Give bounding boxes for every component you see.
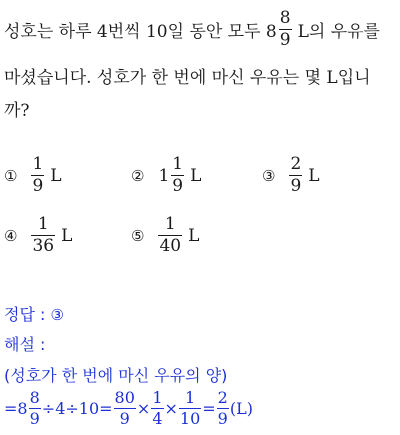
option-unit: L [308, 165, 320, 186]
explanation-label: 해설 : [4, 335, 46, 354]
eq-numerator: 1 [184, 388, 196, 407]
eq-part-3: × [136, 399, 151, 418]
option-unit: L [188, 225, 200, 246]
option-fraction [171, 156, 184, 195]
option-marker: ⑤ [131, 226, 145, 245]
option-numerator: 1 [37, 214, 49, 234]
explanation-note: (성호가 한 번에 마신 우유의 양) [4, 366, 228, 385]
eq-numerator: 80 [114, 388, 135, 407]
option-numerator: 1 [32, 154, 44, 174]
option-fraction [31, 156, 44, 195]
eq-denominator: 9 [29, 409, 40, 428]
explanation-equation [4, 390, 253, 427]
answer-line [4, 302, 64, 325]
option-unit: L [50, 165, 62, 186]
eq-numerator: 8 [29, 388, 40, 407]
question-text-end: L의 우유를 [297, 22, 380, 42]
question-line-3: 까? [4, 101, 30, 121]
question-fraction-numerator: 8 [279, 8, 291, 28]
eq-numerator: 2 [217, 388, 228, 407]
eq-denominator: 4 [152, 409, 163, 428]
option-unit: L [61, 225, 73, 246]
eq-part-2: ÷4÷10= [41, 399, 113, 418]
option-marker: ① [4, 166, 18, 185]
option-4[interactable] [4, 216, 72, 255]
eq-part-6: (L) [229, 399, 253, 418]
eq-fraction-2 [114, 390, 136, 427]
option-3[interactable] [262, 156, 320, 195]
option-marker: ④ [4, 226, 18, 245]
option-marker: ② [131, 166, 145, 185]
option-fraction [31, 216, 55, 255]
answer-label: 정답 : [4, 305, 51, 324]
option-denominator: 9 [172, 176, 184, 196]
option-denominator: 9 [32, 176, 44, 196]
question-fraction [279, 10, 292, 49]
eq-fraction-4 [179, 390, 201, 427]
eq-numerator: 1 [152, 388, 163, 407]
option-numerator: 2 [290, 154, 302, 174]
eq-fraction-3 [151, 390, 163, 427]
question-line-2: 마셨습니다. 성호가 한 번에 마신 우유는 몇 L입니 [4, 68, 371, 88]
option-unit: L [190, 165, 202, 186]
option-fraction [158, 216, 182, 255]
eq-part-5: = [202, 399, 216, 418]
option-fraction [289, 156, 302, 195]
option-denominator: 36 [32, 236, 55, 256]
eq-denominator: 9 [217, 409, 228, 428]
eq-part-4: × [164, 399, 178, 418]
eq-denominator: 10 [179, 409, 201, 428]
option-numerator: 1 [172, 154, 184, 174]
option-denominator: 40 [159, 236, 182, 256]
option-numerator: 1 [164, 214, 176, 234]
option-1[interactable] [4, 156, 62, 195]
answer-value: ③ [50, 306, 64, 324]
option-5[interactable] [131, 216, 199, 255]
question-fraction-denominator: 9 [279, 30, 291, 50]
eq-fraction-5 [217, 390, 229, 427]
option-whole: 1 [158, 165, 170, 186]
option-denominator: 9 [290, 176, 302, 196]
eq-part-1: =8 [4, 399, 28, 418]
question-text-start: 성호는 하루 4번씩 10일 동안 모두 8 [4, 22, 277, 42]
eq-denominator: 9 [114, 408, 136, 427]
question-line-1 [4, 10, 380, 49]
option-2[interactable] [131, 156, 201, 195]
eq-fraction-1 [29, 390, 41, 427]
option-marker: ③ [262, 166, 276, 185]
